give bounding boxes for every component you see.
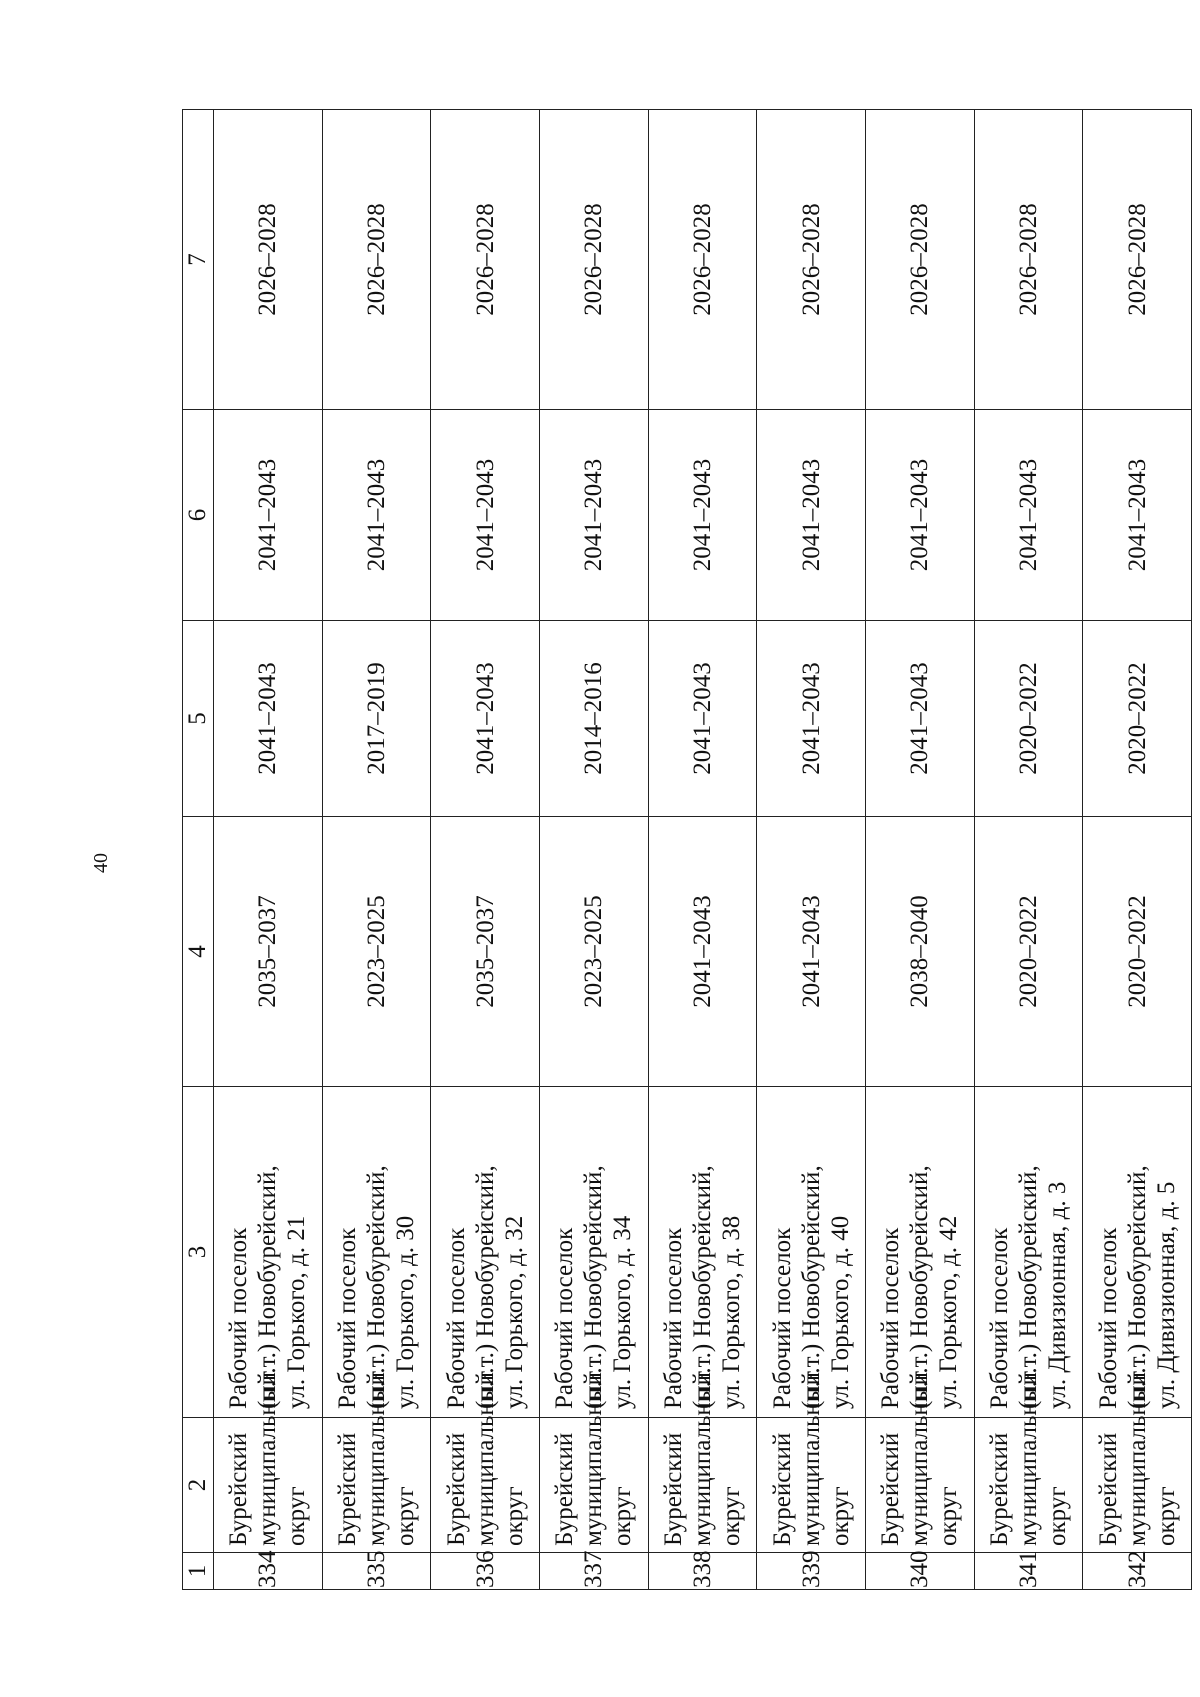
row-number: 341 — [974, 1553, 1083, 1590]
table-header — [183, 110, 214, 1590]
column-header-7: 7 — [183, 110, 214, 410]
address-cell — [648, 1087, 757, 1418]
region-line: муниципальный — [688, 1372, 716, 1546]
address-line: (п.г.т.) Новобурейский, — [906, 1165, 934, 1409]
period-col-5: 2041–2043 — [757, 621, 866, 817]
region-line: Бурейский — [442, 1432, 470, 1546]
period-col-4: 2035–2037 — [214, 817, 323, 1087]
column-header-3: 3 — [183, 1087, 214, 1418]
period-col-6: 2041–2043 — [1083, 410, 1192, 621]
address-line: ул. Горького, д. 42 — [935, 1215, 963, 1409]
row-number: 336 — [431, 1553, 540, 1590]
region-line: округ — [609, 1486, 637, 1546]
period-col-4: 2041–2043 — [648, 817, 757, 1087]
schedule-table-container — [182, 110, 1192, 1590]
region-line: округ — [1043, 1486, 1071, 1546]
region-cell — [757, 1372, 866, 1553]
region-cell — [648, 1372, 757, 1553]
table-row — [322, 110, 431, 1590]
address-cell — [322, 1087, 431, 1418]
period-col-7: 2026–2028 — [322, 110, 431, 410]
address-cell — [865, 1087, 974, 1418]
column-header-6: 6 — [183, 410, 214, 621]
period-col-4: 2035–2037 — [431, 817, 540, 1087]
region-line: Бурейский — [768, 1432, 796, 1546]
address-line: (п.г.т.) Новобурейский, — [471, 1165, 499, 1409]
table-body — [214, 110, 1192, 1590]
address-line: ул. Горького, д. 34 — [609, 1215, 637, 1409]
column-header-1: 1 — [183, 1553, 214, 1590]
period-col-5: 2041–2043 — [431, 621, 540, 817]
region-cell — [1083, 1372, 1192, 1553]
address-line: ул. Горького, д. 30 — [391, 1215, 419, 1409]
region-line: муниципальный — [1014, 1372, 1042, 1546]
address-line: Рабочий поселок — [985, 1227, 1013, 1409]
address-line: ул. Дивизионная, д. 5 — [1152, 1181, 1180, 1409]
address-line: (п.г.т.) Новобурейский, — [580, 1165, 608, 1409]
address-line: (п.г.т.) Новобурейский, — [362, 1165, 390, 1409]
table-row — [974, 110, 1083, 1590]
region-line: муниципальный — [362, 1372, 390, 1546]
period-col-6: 2041–2043 — [648, 410, 757, 621]
column-header-2: 2 — [183, 1418, 214, 1553]
period-col-6: 2041–2043 — [974, 410, 1083, 621]
region-line: муниципальный — [797, 1372, 825, 1546]
row-number: 338 — [648, 1553, 757, 1590]
address-line: Рабочий поселок — [551, 1227, 579, 1409]
address-line: ул. Дивизионная, д. 3 — [1043, 1181, 1071, 1409]
address-cell — [214, 1087, 323, 1418]
period-col-6: 2041–2043 — [322, 410, 431, 621]
period-col-6: 2041–2043 — [539, 410, 648, 621]
table-row — [757, 110, 866, 1590]
period-col-7: 2026–2028 — [539, 110, 648, 410]
region-line: муниципальный — [906, 1372, 934, 1546]
column-header-5: 5 — [183, 621, 214, 817]
period-col-4: 2041–2043 — [757, 817, 866, 1087]
period-col-7: 2026–2028 — [648, 110, 757, 410]
region-cell — [974, 1372, 1083, 1553]
region-line: округ — [283, 1486, 311, 1546]
region-cell — [539, 1372, 648, 1553]
period-col-4: 2020–2022 — [974, 817, 1083, 1087]
region-line: муниципальный — [1123, 1372, 1151, 1546]
period-col-7: 2026–2028 — [214, 110, 323, 410]
period-col-4: 2023–2025 — [539, 817, 648, 1087]
address-line: Рабочий поселок — [333, 1227, 361, 1409]
period-col-5: 2041–2043 — [648, 621, 757, 817]
row-number: 337 — [539, 1553, 648, 1590]
address-line: Рабочий поселок — [768, 1227, 796, 1409]
row-number: 335 — [322, 1553, 431, 1590]
table-row — [648, 110, 757, 1590]
address-cell — [974, 1087, 1083, 1418]
page-number: 40 — [89, 853, 112, 873]
period-col-6: 2041–2043 — [431, 410, 540, 621]
region-line: муниципальный — [580, 1372, 608, 1546]
period-col-7: 2026–2028 — [757, 110, 866, 410]
address-line: ул. Горького, д. 40 — [826, 1215, 854, 1409]
period-col-5: 2020–2022 — [1083, 621, 1192, 817]
period-col-5: 2020–2022 — [974, 621, 1083, 817]
address-line: (п.г.т.) Новобурейский, — [1014, 1165, 1042, 1409]
schedule-table — [182, 109, 1192, 1590]
period-col-7: 2026–2028 — [974, 110, 1083, 410]
region-line: округ — [391, 1486, 419, 1546]
period-col-7: 2026–2028 — [865, 110, 974, 410]
address-line: ул. Горького, д. 38 — [717, 1215, 745, 1409]
address-cell — [539, 1087, 648, 1418]
period-col-4: 2023–2025 — [322, 817, 431, 1087]
region-cell — [865, 1372, 974, 1553]
region-cell — [214, 1372, 323, 1553]
period-col-4: 2020–2022 — [1083, 817, 1192, 1087]
row-number: 334 — [214, 1553, 323, 1590]
region-line: Бурейский — [1094, 1432, 1122, 1546]
address-line: ул. Горького, д. 21 — [283, 1215, 311, 1409]
address-line: Рабочий поселок — [1094, 1227, 1122, 1409]
address-line: Рабочий поселок — [225, 1227, 253, 1409]
region-line: Бурейский — [551, 1432, 579, 1546]
address-line: Рабочий поселок — [659, 1227, 687, 1409]
region-line: муниципальный — [254, 1372, 282, 1546]
column-header-4: 4 — [183, 817, 214, 1087]
address-cell — [431, 1087, 540, 1418]
row-number: 340 — [865, 1553, 974, 1590]
address-line: Рабочий поселок — [442, 1227, 470, 1409]
table-row — [214, 110, 323, 1590]
region-line: округ — [935, 1486, 963, 1546]
region-line: Бурейский — [877, 1432, 905, 1546]
region-line: Бурейский — [985, 1432, 1013, 1546]
region-line: округ — [717, 1486, 745, 1546]
region-line: Бурейский — [659, 1432, 687, 1546]
address-line: (п.г.т.) Новобурейский, — [688, 1165, 716, 1409]
region-line: округ — [826, 1486, 854, 1546]
region-cell — [431, 1372, 540, 1553]
period-col-5: 2017–2019 — [322, 621, 431, 817]
region-line: Бурейский — [333, 1432, 361, 1546]
table-row — [539, 110, 648, 1590]
period-col-7: 2026–2028 — [1083, 110, 1192, 410]
region-line: Бурейский — [225, 1432, 253, 1546]
address-line: Рабочий поселок — [877, 1227, 905, 1409]
period-col-6: 2041–2043 — [757, 410, 866, 621]
region-line: округ — [1152, 1486, 1180, 1546]
table-row — [431, 110, 540, 1590]
region-line: округ — [500, 1486, 528, 1546]
header-row — [183, 110, 214, 1590]
period-col-5: 2041–2043 — [865, 621, 974, 817]
table-row — [865, 110, 974, 1590]
row-number: 342 — [1083, 1553, 1192, 1590]
period-col-6: 2041–2043 — [865, 410, 974, 621]
address-cell — [757, 1087, 866, 1418]
period-col-5: 2041–2043 — [214, 621, 323, 817]
period-col-5: 2014–2016 — [539, 621, 648, 817]
address-cell — [1083, 1087, 1192, 1418]
address-line: ул. Горького, д. 32 — [500, 1215, 528, 1409]
region-cell — [322, 1372, 431, 1553]
table-row — [1083, 110, 1192, 1590]
address-line: (п.г.т.) Новобурейский, — [797, 1165, 825, 1409]
period-col-7: 2026–2028 — [431, 110, 540, 410]
region-line: муниципальный — [471, 1372, 499, 1546]
period-col-4: 2038–2040 — [865, 817, 974, 1087]
address-line: (п.г.т.) Новобурейский, — [1123, 1165, 1151, 1409]
row-number: 339 — [757, 1553, 866, 1590]
address-line: (п.г.т.) Новобурейский, — [254, 1165, 282, 1409]
period-col-6: 2041–2043 — [214, 410, 323, 621]
